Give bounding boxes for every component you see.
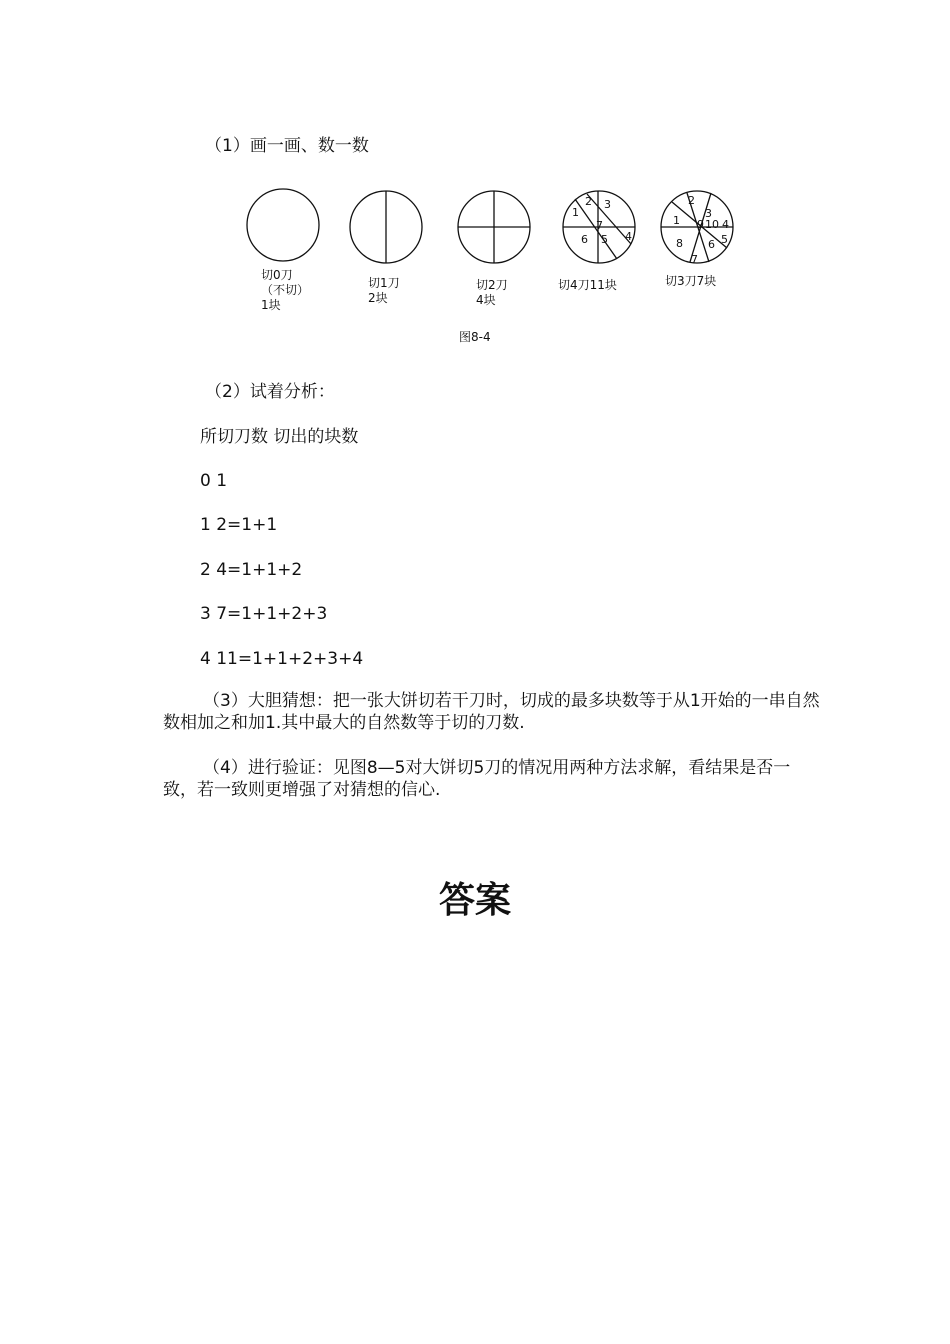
answer-title: 答案 [438, 879, 511, 921]
figure-8-4 [235, 180, 755, 350]
region-number: 5 [721, 233, 728, 246]
circle-4-numbers [572, 195, 632, 246]
region-number: 6 [581, 233, 588, 246]
table-row: 4 11=1+1+2+3+4 [200, 649, 364, 669]
circle-0-cuts [247, 189, 319, 261]
region-number: 3 [604, 198, 611, 211]
region-number: 7 [596, 219, 603, 232]
step4-text: （4）进行验证：见图8—5对大饼切5刀的情况用两种方法求解，看结果是否一致，若一致则更增强了对猜想的信心. [163, 758, 791, 800]
label-1-cut: 切1刀 2块 [368, 276, 400, 305]
region-number: 5 [601, 233, 608, 246]
region-number: 8 [676, 237, 683, 250]
step3-text: （3）大胆猜想：把一张大饼切若干刀时，切成的最多块数等于从1开始的一串自然数相加之和加1.其中最大的自然数等于切的刀数. [163, 691, 820, 733]
step3-paragraph [163, 690, 823, 734]
region-number: 6 [708, 238, 715, 251]
table-row: 0 1 [200, 471, 228, 491]
step1-heading: （1）画一画、数一数 [205, 136, 369, 156]
region-number: 1 [572, 206, 579, 219]
table-row: 1 2=1+1 [200, 515, 278, 535]
region-number: 4 [722, 218, 729, 231]
label-2-cuts: 切2刀 4块 [476, 278, 508, 307]
table-row: 3 7=1+1+2+3 [200, 604, 328, 624]
region-number: 7 [691, 253, 698, 266]
region-number: 3 [705, 207, 712, 220]
step4-paragraph [163, 757, 823, 801]
label-0-cuts: 切0刀 （不切） 1块 [261, 268, 310, 312]
figure-caption: 图8-4 [459, 330, 491, 344]
region-number: 9 [697, 218, 704, 231]
region-number: 10 [705, 218, 719, 231]
region-number: 2 [585, 195, 592, 208]
circle-5-numbers [673, 194, 729, 266]
region-number: 1 [673, 214, 680, 227]
table-header: 所切刀数 切出的块数 [200, 427, 359, 447]
step2-heading: （2）试着分析： [205, 382, 335, 402]
label-3-cuts: 切3刀7块 [665, 274, 717, 288]
table-row: 2 4=1+1+2 [200, 560, 303, 580]
region-number: 2 [688, 194, 695, 207]
label-4-cuts: 切4刀11块 [558, 278, 617, 292]
region-number: 4 [625, 230, 632, 243]
